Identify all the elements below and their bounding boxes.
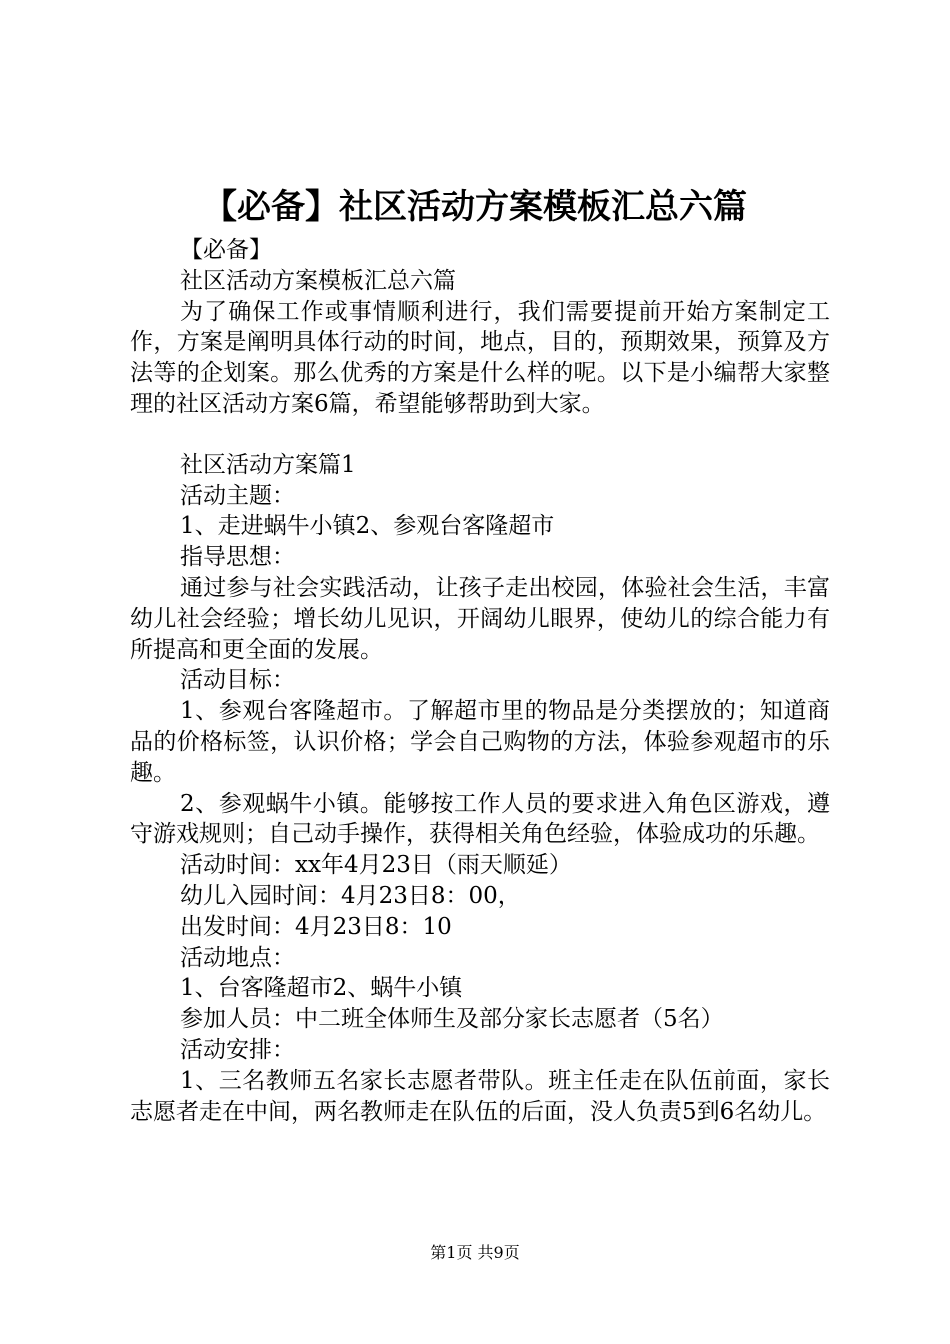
document-title: 【必备】社区活动方案模板汇总六篇 — [203, 187, 747, 227]
participants-line: 参加人员：中二班全体师生及部分家长志愿者（5名） — [180, 1006, 724, 1033]
place-label: 活动地点： — [180, 944, 295, 971]
subtitle-line: 社区活动方案模板汇总六篇 — [180, 267, 456, 294]
section-heading: 社区活动方案篇1 — [180, 451, 356, 478]
arrange-label: 活动安排： — [180, 1036, 295, 1063]
tag-line: 【必备】 — [180, 237, 272, 263]
theme-label: 活动主题： — [180, 482, 295, 509]
document-body — [130, 235, 830, 1127]
page-indicator: 第1页 共9页 — [430, 1243, 520, 1262]
goal-item-1: 1、参观台客隆超市。了解超市里的物品是分类摆放的；知道商品的价格标签，认识价格；学会自己购物的方法，体验参观超市的乐趣。 — [130, 698, 830, 786]
arrange-item-1: 1、三名教师五名家长志愿者带队。班主任走在队伍前面，家长志愿者走在中间，两名教师走在队伍的后面，没人负责5到6名幼儿。 — [130, 1067, 830, 1125]
departure-time: 出发时间：4月23日8：10 — [180, 913, 452, 940]
goal-label: 活动目标： — [180, 667, 295, 694]
guide-label: 指导思想： — [180, 544, 295, 571]
arrival-time: 幼儿入园时间：4月23日8：00， — [180, 882, 521, 909]
guide-content: 通过参与社会实践活动，让孩子走出校园，体验社会生活，丰富幼儿社会经验；增长幼儿见识，开阔幼儿眼界，使幼儿的综合能力有所提高和更全面的发展。 — [130, 574, 830, 663]
place-content: 1、台客隆超市2、蜗牛小镇 — [180, 975, 463, 1002]
theme-content: 1、走进蜗牛小镇2、参观台客隆超市 — [180, 513, 555, 540]
activity-time: 活动时间：xx年4月23日（雨天顺延） — [180, 852, 572, 879]
intro-paragraph: 为了确保工作或事情顺利进行，我们需要提前开始方案制定工作，方案是阐明具体行动的时间，地点，目的，预期效果，预算及方法等的企划案。那么优秀的方案是什么样的呢。以下是小编帮大家整理的社区活动方案6篇，希望能够帮助到大家。 — [130, 298, 830, 417]
goal-item-2: 2、参观蜗牛小镇。能够按工作人员的要求进入角色区游戏，遵守游戏规则；自己动手操作，获得相关角色经验，体验成功的乐趣。 — [130, 790, 830, 848]
paragraph-gap — [130, 420, 830, 450]
